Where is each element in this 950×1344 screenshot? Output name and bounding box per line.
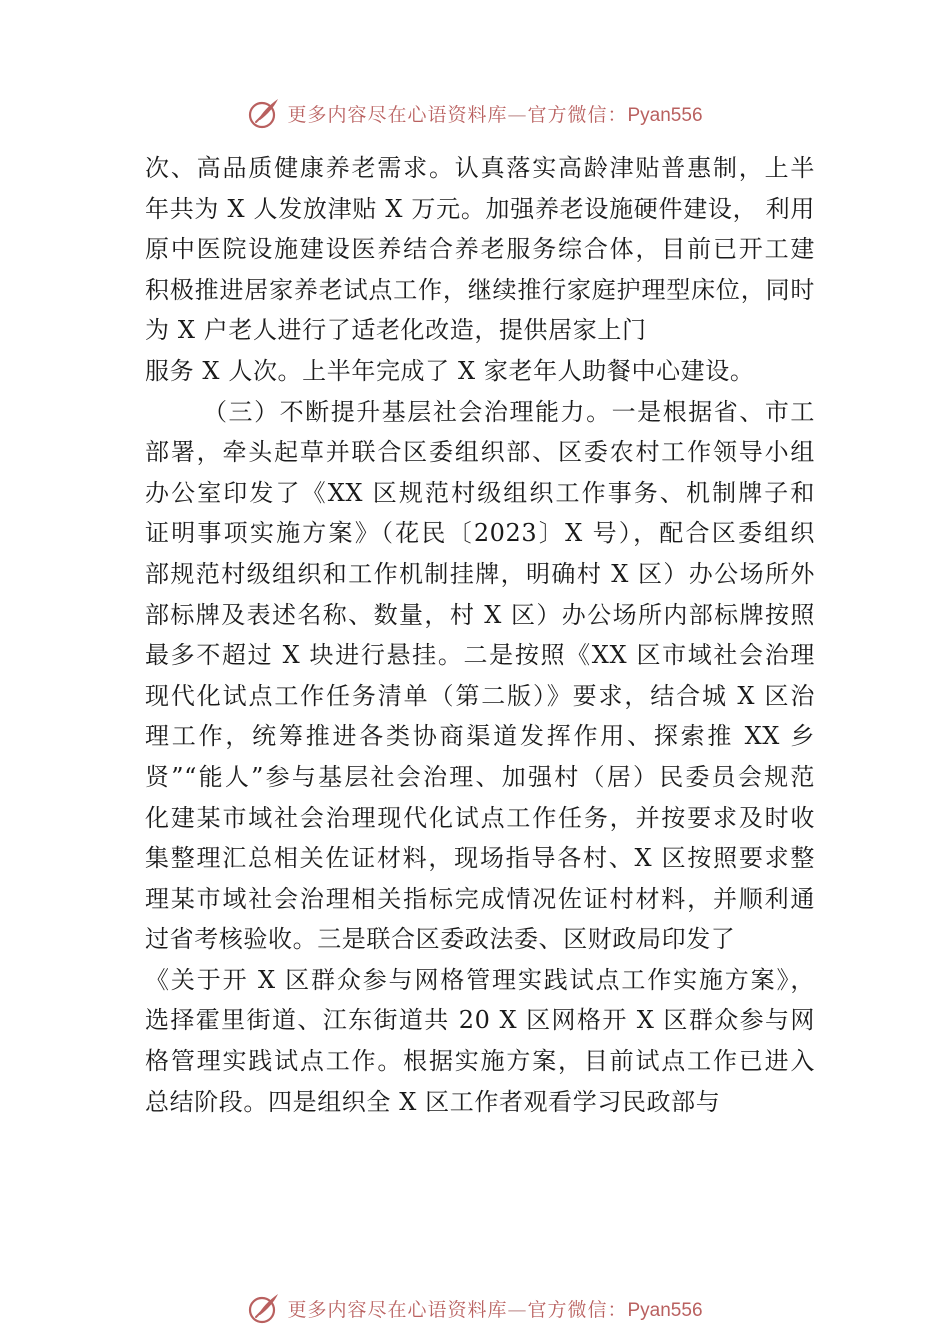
body-line: 原中医院设施建设医养结合养老服务综合体，目前已开工建: [145, 235, 815, 264]
watermark-separator: —: [507, 1298, 528, 1321]
watermark-header-inner: [247, 96, 702, 130]
body-line: 集整理汇总相关佐证材料，现场指导各村、X 区按照要求整: [145, 844, 815, 873]
watermark-official-label: 官方微信：: [527, 103, 628, 126]
body-line: 现代化试点工作任务清单（第二版）》要求，结合城 X 区治: [145, 681, 815, 710]
watermark-footer-inner: [247, 1291, 702, 1325]
body-line: 部规范村级组织和工作机制挂牌，明确村 X 区）办公场所外: [145, 559, 815, 588]
body-line: 理某市域社会治理相关指标完成情况佐证村材料，并顺利通: [145, 884, 815, 913]
body-line: 部标牌及表述名称、数量，村 X 区）办公场所内部标牌按照: [145, 600, 815, 629]
watermark-site-name: 更多内容尽在心语资料库: [287, 103, 508, 126]
body-line: 总结阶段。四是组织全 X 区工作者观看学习民政部与: [145, 1087, 721, 1116]
body-line: 选择霍里街道、江东街道共 20 X 区网格开 X 区群众参与网: [145, 1006, 815, 1035]
section-heading-line: （三）不断提升基层社会治理能力。一是根据省、市工: [203, 397, 815, 426]
body-line: 证明事项实施方案》（花民〔2023〕X 号），配合区委组织: [145, 519, 815, 548]
body-line: 《关于开 X 区群众参与网格管理实践试点工作实施方案》，: [145, 965, 815, 994]
body-line: 过省考核验收。三是联合区委政法委、区财政局印发了: [145, 925, 736, 954]
body-line: 年共为 X 人发放津贴 X 万元。加强养老设施硬件建设， 利用: [145, 194, 815, 223]
body-line: 格管理实践试点工作。根据实施方案，目前试点工作已进入: [145, 1047, 815, 1076]
watermark-header-text: [287, 100, 702, 127]
body-line: 为 X 户老人进行了适老化改造，提供居家上门: [145, 316, 647, 345]
body-line: 最多不超过 X 块进行悬挂。二是按照《XX 区市域社会治理: [145, 641, 815, 670]
body-line: 贤”“能人”参与基层社会治理、加强村（居）民委员会规范: [145, 762, 815, 791]
quill-seal-icon: [247, 96, 281, 130]
body-line: 积极推进居家养老试点工作，继续推行家庭护理型床位，同时: [145, 275, 815, 304]
watermark-site-name: 更多内容尽在心语资料库: [287, 1298, 508, 1321]
body-line: 服务 X 人次。上半年完成了 X 家老年人助餐中心建设。: [145, 356, 755, 385]
watermark-account: Pyan556: [627, 104, 703, 126]
body-line: 化建某市域社会治理现代化试点工作任务，并按要求及时收: [145, 803, 815, 832]
body-line: 部署，牵头起草并联合区委组织部、区委农村工作领导小组: [145, 438, 815, 467]
watermark-footer: [0, 1288, 950, 1328]
body-line: 次、高品质健康养老需求。认真落实高龄津贴普惠制，上半: [145, 154, 815, 182]
watermark-separator: —: [507, 103, 528, 126]
watermark-official-label: 官方微信：: [527, 1298, 628, 1321]
quill-seal-icon: [247, 1291, 281, 1325]
body-line: 办公室印发了《XX 区规范村级组织工作事务、机制牌子和: [145, 478, 815, 507]
watermark-footer-text: [287, 1295, 702, 1322]
watermark-header: [0, 93, 950, 133]
document-body: [145, 148, 815, 1122]
body-line: 理工作，统筹推进各类协商渠道发挥作用、探索推 XX 乡: [145, 722, 815, 751]
watermark-account: Pyan556: [627, 1299, 703, 1321]
